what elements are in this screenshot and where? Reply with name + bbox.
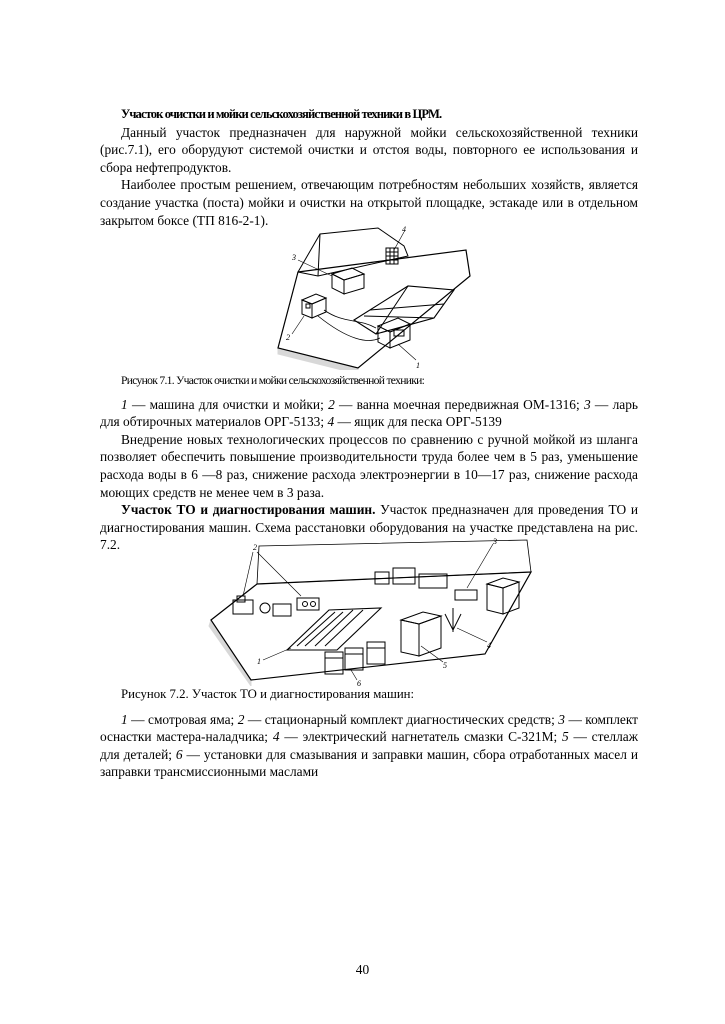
section2-text: Участок предназначен для проведения ТО и диагностирования машин. Схема расстановки оборудования на участке представлена на рис. 7.2.: [100, 502, 638, 553]
callout-1: 1: [416, 361, 420, 370]
section1-paragraph-1: Данный участок предназначен для наружной мойки сельскохозяйственной техники (рис.7.1), его оборудуют системой очистки и отстоя воды, повторного ее использования и сбора нефтепродуктов.: [100, 124, 638, 175]
legend2-text-6: — установки для смазывания и заправки машин, сбора отработанных масел и заправки трансмиссионными маслами: [100, 746, 638, 780]
legend2-num-5: 5: [562, 729, 569, 745]
section1-heading: Участок очистки и мойки сельскохозяйственной техники в ЦРМ.: [121, 107, 442, 121]
figure1-legend: [100, 396, 638, 431]
sand-box-drawing: [386, 248, 398, 264]
legend2-num-2: 2: [237, 711, 245, 727]
legend2-text-5: — стеллаж для деталей;: [100, 729, 638, 762]
callout-2: 2: [286, 333, 290, 342]
legend2-text-3: — комплект оснастки мастера-наладчика;: [100, 711, 638, 745]
legend1-num-4: 4: [327, 414, 335, 430]
callout-2: 2: [253, 543, 257, 552]
legend1-num-1: 1: [121, 396, 128, 412]
legend2-text-4: — электрический нагнетатель смазки С-321М;: [279, 729, 563, 745]
callout-4: 4: [487, 641, 491, 650]
legend1-text-3: — ларь для обтирочных материалов ОРГ-5133;: [100, 396, 639, 430]
paragraph-3: Внедрение новых технологических процессов по сравнению с ручной мойкой из шланга позволяет обеспечить повышение производительности труда более чем в 5 раз, уменьшение расхода воды в 6 —8 раз, снижение расхода электроэнергии в 10—17 раз, снижение расхода моющих средств не менее чем в 3 раза.: [100, 431, 638, 500]
section1: [100, 106, 638, 229]
legend1-num-2: 2: [328, 396, 335, 412]
figure2-caption: Рисунок 7.2. Участок ТО и диагностирования машин:: [121, 687, 415, 701]
figure1-caption-block: [100, 372, 638, 554]
diagnostic-equipment-drawing: [233, 596, 319, 616]
figure-7-2-maintenance-area-drawing: [205, 538, 535, 686]
callout-5: 5: [443, 661, 447, 670]
figure2-legend: [100, 711, 638, 781]
legend2-text-1: — смотровая яма;: [127, 711, 238, 727]
legend2-num-6: 6: [175, 746, 183, 762]
section1-paragraph-2: Наиболее простым решением, отвечающим потребностям небольших хозяйств, является создание участка (поста) мойки и очистки на открытой площадке, эстакаде или в отдельном закрытом боксе (ТП 816-2-1).: [100, 177, 638, 228]
oil-units-drawing: [325, 642, 385, 674]
legend1-text-1: — машина для очистки и мойки;: [127, 396, 329, 412]
figure1-caption: Рисунок 7.1. Участок очистки и мойки сельскохозяйственной техники:: [121, 374, 425, 387]
legend2-text-2: — стационарный комплект диагностических средств;: [244, 711, 559, 727]
legend1-num-3: 3: [583, 396, 591, 412]
page-number: 40: [355, 962, 370, 977]
figure-7-1-washing-station-drawing: [258, 220, 478, 370]
callout-6: 6: [357, 679, 361, 686]
legend2-num-4: 4: [272, 729, 280, 745]
callout-1: 1: [257, 657, 261, 666]
callout-4: 4: [402, 225, 406, 234]
master-kit-drawing: [375, 568, 477, 600]
legend2-num-3: 3: [558, 711, 565, 727]
section2-heading: Участок ТО и диагностирования машин.: [121, 502, 376, 518]
legend1-text-2: — ванна моечная передвижная ОМ-1316;: [334, 396, 584, 412]
figure2-caption-block: [100, 686, 638, 781]
callout-3: 3: [493, 538, 497, 546]
legend2-num-1: 1: [121, 711, 128, 727]
callout-3: 3: [292, 253, 296, 262]
legend1-text-4: — ящик для песка ОРГ-5139: [334, 414, 502, 430]
